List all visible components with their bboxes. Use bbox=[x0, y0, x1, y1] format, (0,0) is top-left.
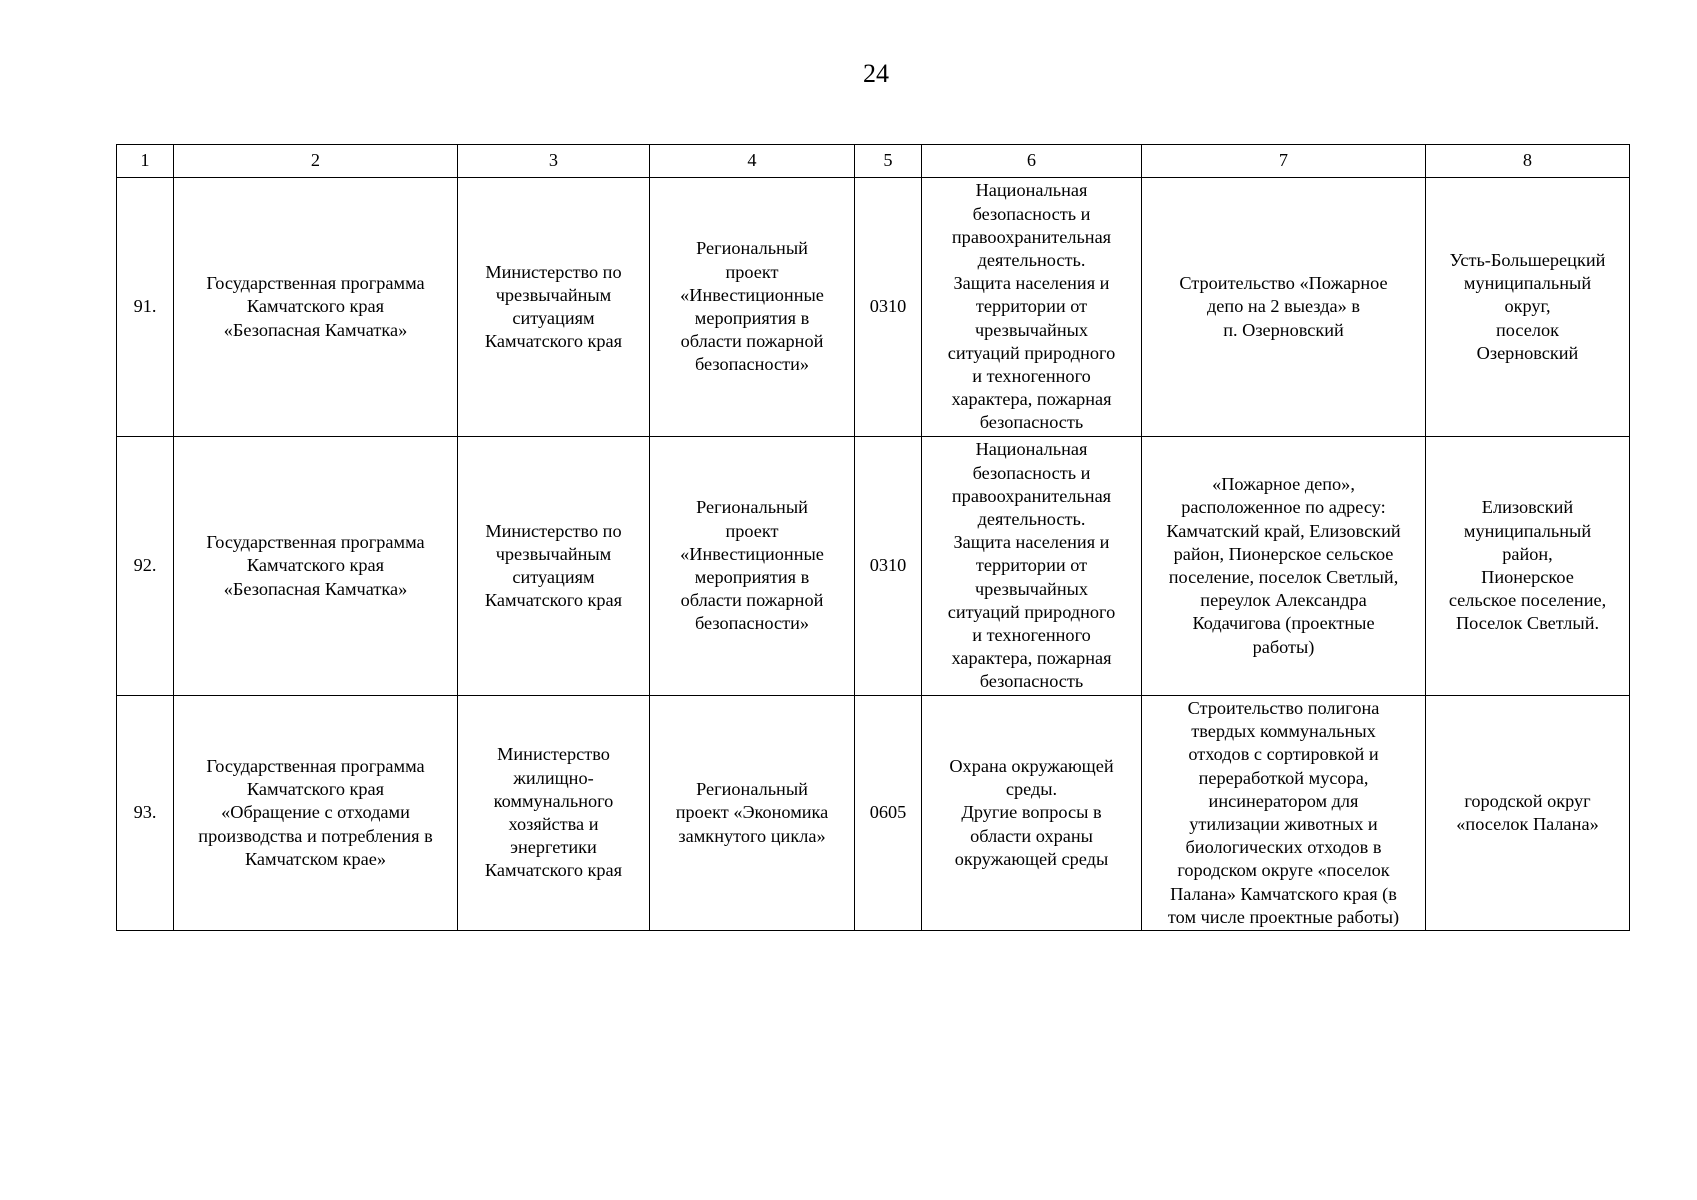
header-cell-5: 5 bbox=[855, 145, 922, 178]
ministry-cell: Министерство по чрезвычайным ситуациям Камчатского края bbox=[458, 437, 650, 696]
program-cell: Государственная программа Камчатского края «Безопасная Камчатка» bbox=[174, 437, 458, 696]
ministry-cell: Министерство жилищно- коммунального хозяйства и энергетики Камчатского края bbox=[458, 696, 650, 931]
page-number: 24 bbox=[863, 59, 889, 88]
code-cell: 0310 bbox=[855, 437, 922, 696]
object-cell: «Пожарное депо», расположенное по адресу: Камчатский край, Елизовский район, Пионерское сельское поселение, поселок Светлый, переулок Александра Кодачигова (проектные работы) bbox=[1142, 437, 1426, 696]
header-cell-4: 4 bbox=[650, 145, 855, 178]
location-cell: Елизовский муниципальный район, Пионерское сельское поселение, Поселок Светлый. bbox=[1426, 437, 1630, 696]
ministry-cell: Министерство по чрезвычайным ситуациям Камчатского края bbox=[458, 178, 650, 437]
project-cell: Региональный проект «Инвестиционные мероприятия в области пожарной безопасности» bbox=[650, 437, 855, 696]
header-cell-3: 3 bbox=[458, 145, 650, 178]
section-cell: Национальная безопасность и правоохранительная деятельность. Защита населения и территории от чрезвычайных ситуаций природного и техногенного характера, пожарная безопасность bbox=[922, 178, 1142, 437]
header-cell-2: 2 bbox=[174, 145, 458, 178]
code-cell: 0310 bbox=[855, 178, 922, 437]
program-cell: Государственная программа Камчатского края «Обращение с отходами производства и потребления в Камчатском крае» bbox=[174, 696, 458, 931]
section-cell: Охрана окружающей среды. Другие вопросы в области охраны окружающей среды bbox=[922, 696, 1142, 931]
project-cell: Региональный проект «Экономика замкнутого цикла» bbox=[650, 696, 855, 931]
section-cell: Национальная безопасность и правоохранительная деятельность. Защита населения и территории от чрезвычайных ситуаций природного и техногенного характера, пожарная безопасность bbox=[922, 437, 1142, 696]
program-cell: Государственная программа Камчатского края «Безопасная Камчатка» bbox=[174, 178, 458, 437]
header-cell-6: 6 bbox=[922, 145, 1142, 178]
header-cell-1: 1 bbox=[117, 145, 174, 178]
row-number-cell: 92. bbox=[117, 437, 174, 696]
code-cell: 0605 bbox=[855, 696, 922, 931]
object-cell: Строительство полигона твердых коммунальных отходов с сортировкой и переработкой мусора, инсинератором для утилизации животных и биологических отходов в городском округе «поселок Палана» Камчатского края (в том числе проектные работы) bbox=[1142, 696, 1426, 931]
project-cell: Региональный проект «Инвестиционные мероприятия в области пожарной безопасности» bbox=[650, 178, 855, 437]
header-cell-8: 8 bbox=[1426, 145, 1630, 178]
data-table bbox=[116, 144, 1630, 931]
header-cell-7: 7 bbox=[1142, 145, 1426, 178]
row-number-cell: 91. bbox=[117, 178, 174, 437]
table-row bbox=[117, 178, 1630, 437]
location-cell: городской округ «поселок Палана» bbox=[1426, 696, 1630, 931]
row-number-cell: 93. bbox=[117, 696, 174, 931]
object-cell: Строительство «Пожарное депо на 2 выезда» в п. Озерновский bbox=[1142, 178, 1426, 437]
table-row bbox=[117, 696, 1630, 931]
location-cell: Усть-Большерецкий муниципальный округ, поселок Озерновский bbox=[1426, 178, 1630, 437]
table-row bbox=[117, 437, 1630, 696]
table-header-row bbox=[117, 145, 1630, 178]
